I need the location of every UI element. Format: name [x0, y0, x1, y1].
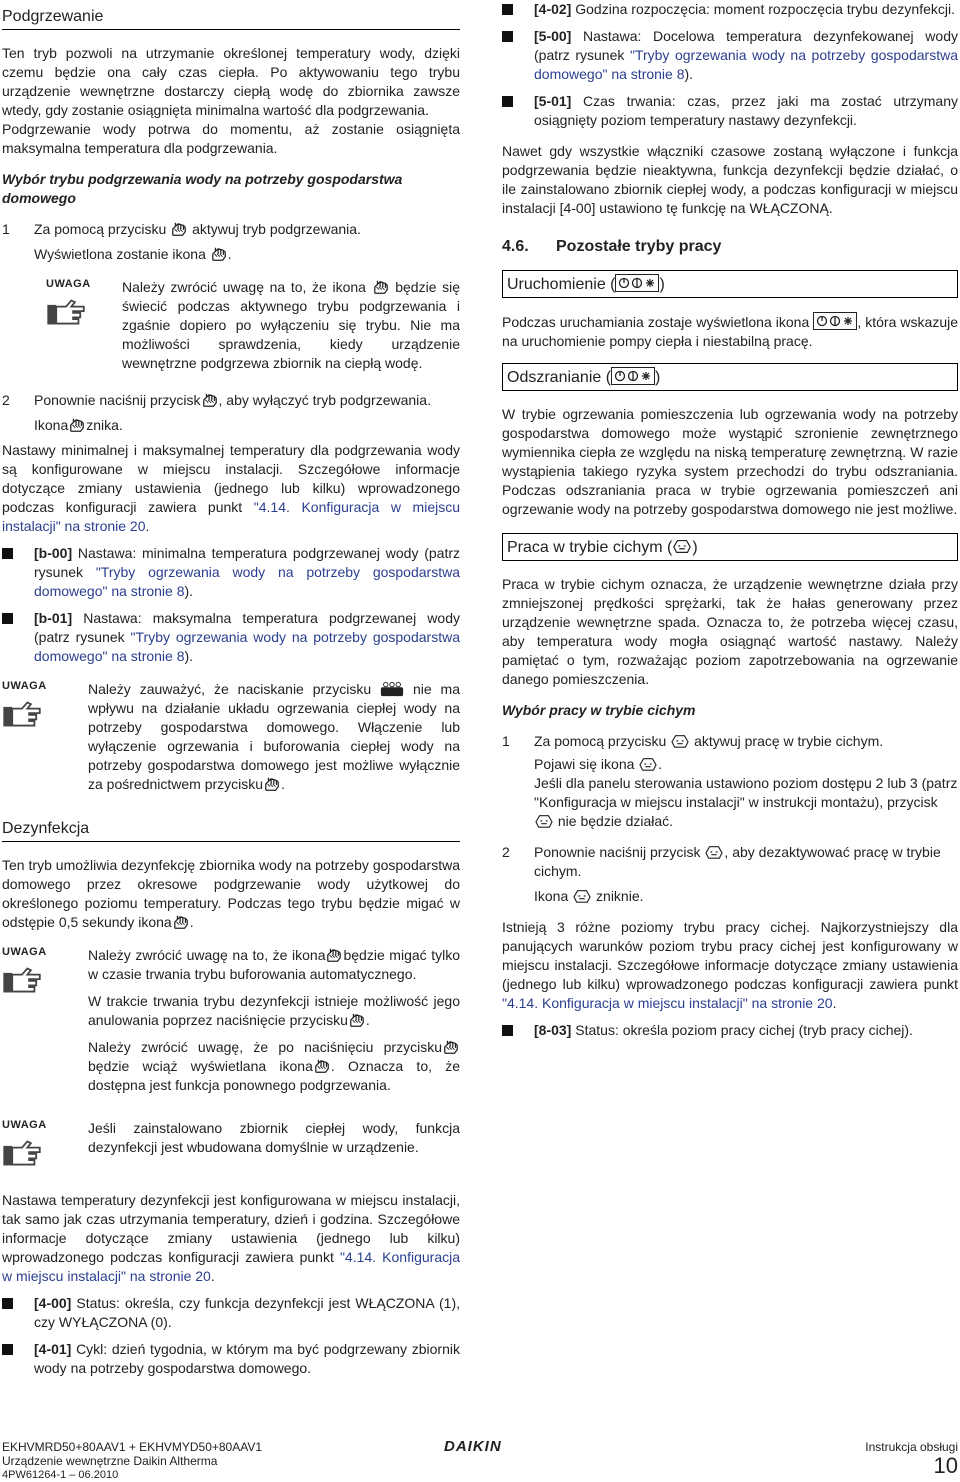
chapter-number: 4.6.	[502, 238, 529, 255]
paragraph: Praca w trybie cichym oznacza, że urządzenie wewnętrzne działa przy zmniejszonej prędkości sprężarki, tak że hałas generowany przez urządzenie wewnętrzne spada. Oznacza to, że potrzeba więcej czasu, aby temperatura wody mogła osiągnąć wartość nastawy. Należy pamiętać o tym, rozważając poziom zapotrzebowania na ogrzewanie danego pomieszczenia.	[502, 576, 958, 687]
section-title-text: Praca w trybie cichym (	[507, 539, 673, 556]
parameter-text: ).	[184, 648, 194, 664]
pointing-hand-note-icon	[2, 698, 42, 730]
right-column	[502, 0, 958, 1048]
paragraph-text: Nastawa temperatury dezynfekcji jest konfigurowana w miejscu instalacji, tak samo jak czas utrzymania temperatury, dzień i godzina. Szczegółowe informacje dotyczące zmiany ustawienia (jednego lub kilku) wprowadzonego podczas konfiguracji zawiera punkt	[2, 1192, 460, 1265]
note-text: Należy zwrócić uwagę na to, że ikona	[88, 947, 326, 963]
paragraph	[502, 312, 958, 351]
paragraph-text: .	[145, 518, 150, 534]
hand-press-icon	[68, 417, 86, 433]
bullet-square	[2, 548, 13, 559]
parameter-text: Cykl: dzień tygodnia, w którym ma być podgrzewany zbiornik wody na potrzeby gospodarstwa domowego.	[34, 1341, 460, 1376]
parameter-code: [b-01]	[34, 610, 73, 626]
parameter-text: ).	[184, 583, 194, 599]
paragraph: Podgrzewanie wody potrwa do momentu, aż zostanie osiągnięta maksymalna temperatura dla podgrzewania.	[2, 121, 460, 156]
step-item	[502, 843, 958, 906]
note-text: W trakcie trwania trybu dezynfekcji istnieje możliwość jego anulowania poprzez naciśnięcie przycisku	[88, 993, 460, 1028]
parameter-code: [5-01]	[534, 93, 572, 109]
step-text: Jeśli dla panelu sterowania ustawiono poziom dostępu 2 lub 3 (patrz "Konfiguracja w miejscu instalacji" w instrukcji montażu), przycisk	[534, 775, 958, 810]
cross-reference-link[interactable]: "Tryby ogrzewania wody na potrzeby gospodarstwa domowego" na stronie 8	[534, 47, 958, 82]
footer-model: EKHVMRD50+80AAV1 + EKHVMYD50+80AAV1	[2, 1440, 263, 1454]
step-item	[502, 732, 958, 831]
note-text: . Oznacza to, że dostępna jest funkcja ponownego podgrzewania.	[88, 1058, 460, 1093]
step-text: Ikona	[534, 888, 569, 904]
quiet-mode-icon	[638, 756, 658, 772]
paragraph: Nawet gdy wszystkie włączniki czasowe zostaną wyłączone i funkcja podgrzewania będzie nieaktywna, funkcja dezynfekcji będzie działać, o ile zainstalowano zbiornik ciepłej wody, a podczas konfiguracji w miejscu instalacji [4-00] ustawiono tę funkcję na WŁĄCZONĄ.	[502, 143, 958, 216]
bullet-square	[2, 1298, 13, 1309]
note-text: .	[281, 776, 285, 792]
bullet-square	[502, 96, 513, 107]
note-text: Należy zwrócić uwagę, że po naciśnięciu przycisku	[88, 1039, 442, 1055]
parameter-text: Nastawa: minimalna temperatura podgrzewanej wody (patrz rysunek	[34, 545, 460, 580]
bullet-square	[502, 4, 513, 15]
quiet-mode-icon	[572, 888, 592, 904]
parameter-item	[502, 1021, 958, 1040]
parameter-item	[2, 1340, 460, 1378]
paragraph	[2, 441, 460, 536]
parameter-text: Godzina rozpoczęcia: moment rozpoczęcia trybu dezynfekcji.	[571, 1, 955, 17]
quiet-mode-icon	[672, 537, 692, 555]
parameter-text: Nastawa: maksymalna temperatura podgrzewanej wody (patrz rysunek	[34, 610, 460, 645]
step-text: .	[658, 756, 663, 772]
section-title-uruchomienie	[502, 270, 958, 298]
section-title-text: )	[692, 539, 698, 556]
note-label: UWAGA	[46, 278, 91, 290]
quiet-mode-icon	[534, 813, 554, 829]
step-text: Ikona	[34, 417, 69, 433]
hand-press-icon	[325, 947, 343, 963]
step-text: aktywuj tryb podgrzewania.	[192, 221, 361, 237]
step-number: 1	[2, 221, 10, 237]
section-title-odszranianie	[502, 363, 958, 391]
section-title-podgrzewanie: Podgrzewanie	[2, 0, 460, 30]
paragraph: W trybie ogrzewania pomieszczenia lub ogrzewania wody na potrzeby gospodarstwa domowego może wystąpić szronienie zewnętrznego wymiennika ciepła ze względu na niską temperaturę zewnętrzną. W razie wystąpienia takiego ryzyka system przechodzi do trybu odszraniania. Podczas odszraniania praca w trybie ogrzewania pomieszczeń ani ogrzewanie wody na potrzeby gospodarstwa domowego nie jest możliwe.	[502, 406, 958, 517]
note-text: będzie wciąż wyświetlana ikona	[88, 1058, 313, 1074]
cross-reference-link[interactable]: "4.14. Konfiguracja w miejscu instalacji" na stronie 20	[2, 499, 460, 534]
note-box	[2, 946, 460, 1103]
section-title-dezynfekcja: Dezynfekcja	[2, 812, 460, 842]
step-item	[2, 220, 460, 264]
step-number: 2	[2, 392, 10, 408]
section-title-text: )	[659, 276, 665, 293]
cross-reference-link[interactable]: "4.14. Konfiguracja w miejscu instalacji" na stronie 20	[2, 1249, 460, 1284]
chapter-title: Pozostałe tryby pracy	[556, 238, 722, 255]
hand-press-icon	[372, 279, 390, 295]
hand-press-icon	[348, 1012, 366, 1028]
note-text: Jeśli zainstalowano zbiornik ciepłej wody, funkcja dezynfekcji jest wbudowana domyślnie w urządzenie.	[88, 1120, 460, 1155]
step-text: .	[227, 246, 232, 262]
note-text: .	[365, 1012, 370, 1028]
cross-reference-link[interactable]: "Tryby ogrzewania wody na potrzeby gospodarstwa domowego" na stronie 8	[34, 564, 460, 599]
bullet-square	[2, 613, 13, 624]
hand-press-icon	[172, 914, 190, 930]
startup-defrost-icon	[615, 274, 659, 292]
step-text: Za pomocą przycisku	[34, 221, 167, 237]
parameter-item	[2, 544, 460, 601]
step-text: Wyświetlona zostanie ikona	[34, 246, 206, 262]
page-footer	[0, 1436, 960, 1482]
paragraph	[2, 856, 460, 932]
parameter-text: Status: określa, czy funkcja dezynfekcji jest WŁĄCZONA (1), czy WYŁĄCZONA (0).	[34, 1295, 460, 1330]
cross-reference-link[interactable]: "4.14. Konfiguracja w miejscu instalacji" na stronie 20	[502, 995, 833, 1011]
page-number: 10	[933, 1453, 958, 1478]
bullet-square	[502, 31, 513, 42]
parameter-item	[502, 92, 958, 130]
step-text: Za pomocą przycisku	[534, 733, 667, 749]
chapter-heading	[502, 238, 958, 256]
step-number: 1	[502, 733, 510, 749]
note-text: będzie się świecić podczas aktywnego trybu podgrzewania i zgaśnie dopiero po wyłączeniu się trybu. Nie ma możliwości sprawdzenia, kiedy urządzenie wewnętrzne podgrzewa zbiornik na ciepłą wodę.	[122, 279, 461, 371]
step-item	[2, 391, 460, 435]
paragraph-text: .	[210, 1268, 215, 1284]
step-text: nie będzie działać.	[557, 813, 674, 829]
footer-doc-number: 4PW61264-1 – 06.2010	[2, 1469, 119, 1481]
paragraph: Ten tryb pozwoli na utrzymanie określonej temperatury wody, dzięki czemu będzie ona cały czas ciepła. Po aktywowaniu tego trybu urządzenie wewnętrzne dostarczy ciepłą wodę do zbiornika zawsze wtedy, gdy zostanie osiągnięta minimalna wartość dla podgrzewania.	[2, 45, 460, 118]
quiet-mode-icon	[670, 733, 690, 749]
note-label: UWAGA	[2, 680, 47, 692]
section-title-text: Odszranianie (	[507, 369, 612, 386]
hand-press-icon	[442, 1039, 460, 1055]
daikin-logo: DAIKIN	[444, 1438, 502, 1455]
section-title-text: )	[655, 369, 661, 386]
step-text: Pojawi się ikona	[534, 756, 635, 772]
parameter-code: [4-02]	[534, 1, 572, 17]
step-text: Ponownie naciśnij przycisk	[534, 844, 701, 860]
hand-press-icon	[170, 221, 188, 237]
paragraph-text: Nastawy minimalnej i maksymalnej temperatury dla podgrzewania wody są konfigurowane w miejscu instalacji. Szczegółowe informacje dotyczące zmiany ustawienia (jednego lub kilku) wprowadzonego podczas konfiguracji zawiera punkt	[2, 442, 460, 515]
hand-press-icon	[313, 1058, 331, 1074]
hand-press-icon	[201, 392, 219, 408]
timer-button-icon	[380, 681, 404, 697]
parameter-code: [4-00]	[34, 1295, 72, 1311]
parameter-item	[502, 27, 958, 84]
note-text: nie ma wpływu na działanie układu ogrzewania ciepłej wody na potrzeby gospodarstwa domowego. Włączenie lub wyłączenie ogrzewania i buforowania ciepłej wody na potrzeby gospodarstwa domowego jest możliwe wyłącznie za pośrednictwem przycisku	[88, 681, 461, 792]
note-text: Należy zauważyć, że naciskanie przycisku	[88, 681, 372, 697]
parameter-code: [8-03]	[534, 1022, 572, 1038]
step-text: zniknie.	[596, 888, 644, 904]
left-column	[2, 0, 460, 1386]
parameter-item	[502, 0, 958, 19]
note-box	[46, 278, 460, 381]
parameter-text: Status: określa poziom pracy cichej (tryb pracy cichej).	[571, 1022, 913, 1038]
paragraph	[2, 1191, 460, 1286]
note-text: będzie migać tylko w czasie trwania trybu buforowania automatycznego.	[88, 947, 460, 982]
footer-manual-title: Instrukcja obsługi	[865, 1440, 958, 1454]
pointing-hand-note-icon	[2, 964, 42, 996]
startup-defrost-icon	[813, 312, 857, 330]
paragraph-text: .	[832, 995, 837, 1011]
quiet-mode-icon	[704, 844, 724, 860]
startup-defrost-icon	[611, 367, 655, 385]
parameter-text: ).	[684, 66, 694, 82]
paragraph-text: Ten tryb umożliwia dezynfekcję zbiornika wody na potrzeby gospodarstwa domowego przez okresowe podgrzewanie wody użytkowej do określonego poziomu temperatury. Podczas tego trybu będzie migać w odstępie 0,5 sekundy ikona	[2, 857, 460, 930]
step-text: znika.	[86, 417, 123, 433]
step-text: , aby dezaktywować pracę w trybie cichym.	[534, 844, 941, 879]
pointing-hand-note-icon	[46, 296, 86, 328]
note-box	[2, 680, 460, 802]
note-text: Należy zwrócić uwagę na to, że ikona	[122, 279, 366, 295]
section-title-text: Uruchomienie (	[507, 276, 616, 293]
hand-press-icon	[210, 246, 228, 262]
paragraph-text: .	[189, 914, 194, 930]
note-label: UWAGA	[2, 946, 47, 958]
subsection-title: Wybór trybu podgrzewania wody na potrzeby gospodarstwa domowego	[2, 171, 403, 206]
parameter-text: Czas trwania: czas, przez jaki ma zostać utrzymany osiągnięty poziom temperatury nastawy dezynfekcji.	[534, 93, 958, 128]
hand-press-icon	[263, 776, 281, 792]
parameter-code: [b-00]	[34, 545, 73, 561]
step-number: 2	[502, 844, 510, 860]
note-label: UWAGA	[2, 1119, 47, 1131]
note-box	[2, 1119, 460, 1169]
paragraph-text: , która wskazuje na uruchomienie pompy ciepła i niestabilną pracę.	[502, 314, 959, 349]
step-text: Ponownie naciśnij przycisk	[34, 392, 201, 408]
parameter-code: [5-00]	[534, 28, 572, 44]
paragraph-text: Podczas uruchamiania zostaje wyświetlona ikona	[502, 314, 810, 330]
parameter-text: Nastawa: Docelowa temperatura dezynfekowanej wody (patrz rysunek	[534, 28, 958, 63]
subsection-title: Wybór pracy w trybie cichym	[502, 702, 696, 718]
step-text: aktywuj pracę w trybie cichym.	[694, 733, 884, 749]
step-text: , aby wyłączyć tryb podgrzewania.	[218, 392, 431, 408]
parameter-code: [4-01]	[34, 1341, 72, 1357]
parameter-item	[2, 1294, 460, 1332]
cross-reference-link[interactable]: "Tryby ogrzewania wody na potrzeby gospodarstwa domowego" na stronie 8	[34, 629, 460, 664]
parameter-item	[2, 609, 460, 666]
pointing-hand-note-icon	[2, 1137, 42, 1169]
section-title-praca-cicha	[502, 533, 958, 561]
bullet-square	[2, 1344, 13, 1355]
paragraph	[502, 918, 958, 1013]
bullet-square	[502, 1025, 513, 1036]
paragraph-text: Istnieją 3 różne poziomy trybu pracy cichej. Najkorzystniejszy dla panujących warunków poziom trybu pracy cichej jest konfigurowany w miejscu instalacji. Szczegółowe informacje dotyczące zmiany ustawienia (jednego lub kilku) wprowadzonego podczas konfiguracji zawiera punkt	[502, 919, 958, 992]
footer-product: Urządzenie wewnętrzne Daikin Altherma	[2, 1454, 218, 1468]
